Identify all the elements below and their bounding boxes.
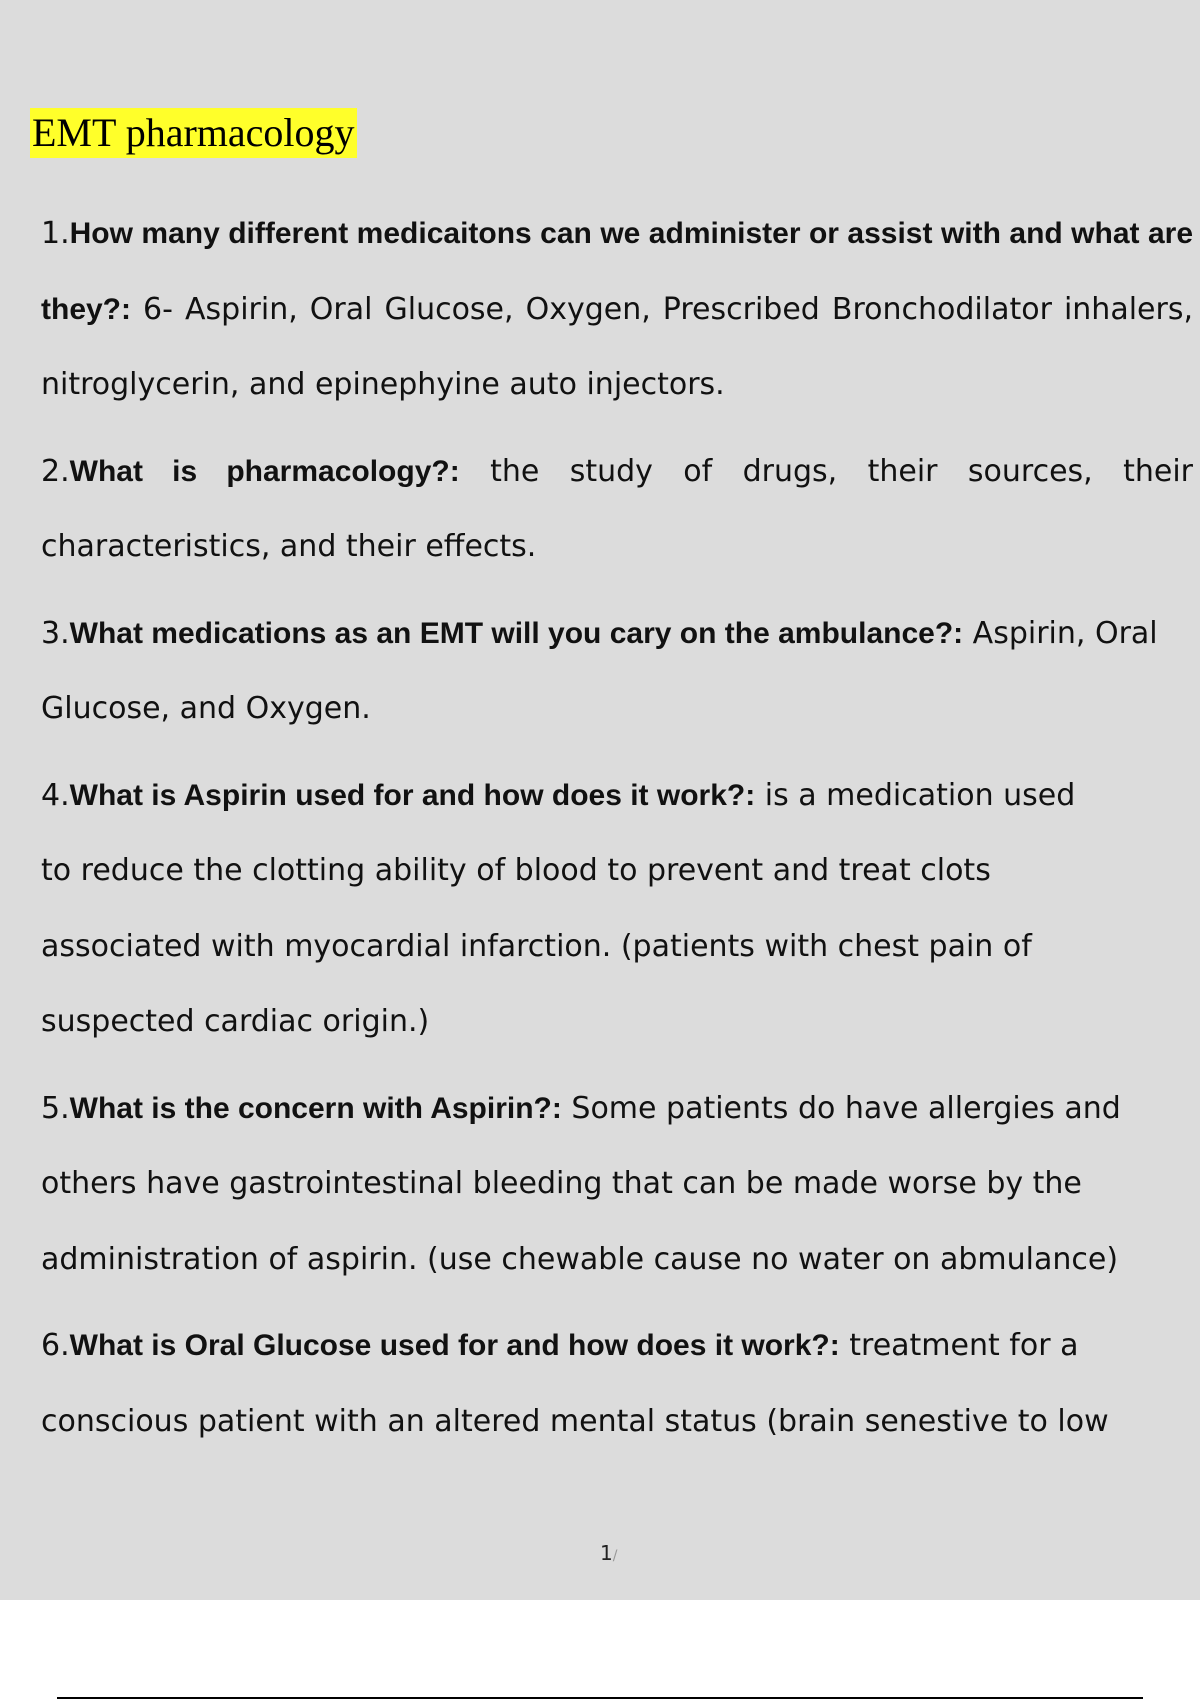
question-text: What medications as an EMT will you cary on the ambulance?:	[69, 616, 964, 650]
question-item-1	[41, 196, 1193, 423]
answer-text: Some patients do have allergies and others have gastrointestinal bleeding that can be made worse by the administration of aspirin. (use chewable cause no water on abmulance)	[41, 1090, 1121, 1277]
page-number	[600, 1541, 617, 1565]
question-item-6	[41, 1308, 1193, 1459]
question-text: What is Oral Glucose used for and how does it work?:	[69, 1329, 840, 1362]
document-title: EMT pharmacology	[30, 108, 357, 158]
question-number: 4.	[41, 777, 70, 813]
answer-text: 6- Aspirin, Oral Glucose, Oxygen, Prescribed Bronchodilator inhalers, nitroglycerin, and epinephyine auto injectors.	[41, 291, 1193, 402]
question-text: How many different medicaitons can we administer or assist with and what are they?:	[41, 217, 1193, 326]
answer-text: is a medication used to reduce the clotting ability of blood to prevent and treat clots associated with myocardial infarction. (patients with chest pain of suspected cardiac origin.)	[41, 777, 1076, 1039]
question-number: 3.	[41, 615, 70, 651]
question-text: What is the concern with Aspirin?:	[69, 1091, 562, 1125]
page-number-value: 1	[600, 1541, 613, 1565]
answer-text: Aspirin, Oral Glucose, and Oxygen.	[41, 615, 1158, 726]
question-number: 6.	[41, 1328, 70, 1363]
question-text: What is Aspirin used for and how does it work?:	[69, 778, 756, 812]
page-number-separator: /	[612, 1548, 618, 1564]
question-number: 2.	[41, 453, 70, 489]
question-list	[41, 196, 1193, 1470]
question-item-2	[41, 434, 1193, 585]
answer-text: treatment for a conscious patient with an altered mental status (brain senestive to low	[41, 1328, 1109, 1439]
answer-text: the study of drugs, their sources, their characteristics, and their effects.	[41, 453, 1193, 564]
question-item-5	[41, 1071, 1181, 1298]
question-text: What is pharmacology?:	[69, 454, 460, 488]
question-number: 1.	[41, 216, 70, 251]
question-item-4	[41, 758, 1101, 1060]
question-item-3	[41, 596, 1193, 747]
question-number: 5.	[41, 1090, 70, 1126]
page-divider-line	[57, 1697, 1143, 1699]
